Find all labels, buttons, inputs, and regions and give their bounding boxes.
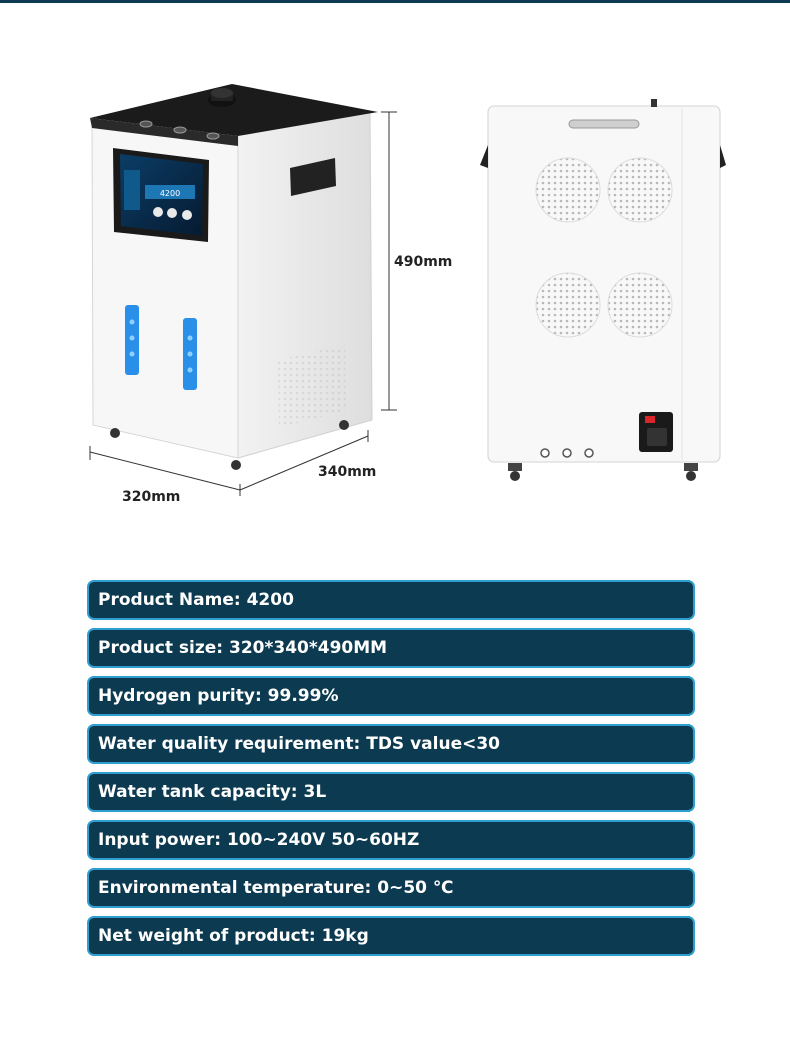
spec-value: 3L	[303, 782, 327, 802]
spec-value: 0~50 ℃	[377, 878, 454, 898]
spec-row-net-weight	[87, 916, 695, 956]
spec-row-water-quality	[87, 724, 695, 764]
fan-grille	[608, 273, 672, 337]
spec-label: Input power:	[98, 830, 222, 850]
spec-label: Water quality requirement:	[98, 734, 361, 754]
touch-screen	[113, 148, 209, 242]
spec-value: 99.99%	[267, 686, 339, 706]
machine-rear-view	[480, 99, 726, 481]
spec-label: Product Name:	[98, 590, 241, 610]
water-level-window-left	[125, 305, 139, 375]
machine-front-view	[90, 84, 397, 496]
spec-label: Hydrogen purity:	[98, 686, 262, 706]
spec-row-hydrogen-purity	[87, 676, 695, 716]
spec-row-environmental-temperature	[87, 868, 695, 908]
spec-label: Product size:	[98, 638, 224, 658]
height-dimension-label: 490mm	[394, 254, 453, 270]
spec-value: 100~240V 50~60HZ	[226, 830, 420, 850]
spec-row-product-name	[87, 580, 695, 620]
spec-value: 4200	[246, 590, 294, 610]
spec-value: 320*340*490MM	[229, 638, 388, 658]
fan-grille	[536, 273, 600, 337]
spec-row-product-size	[87, 628, 695, 668]
spec-value: 19kg	[321, 926, 369, 946]
fan-grille	[608, 158, 672, 222]
screen-value: 4200	[159, 189, 181, 198]
fan-grille	[536, 158, 600, 222]
depth-dimension-label: 340mm	[318, 464, 377, 480]
spec-label: Net weight of product:	[98, 926, 316, 946]
spec-label: Water tank capacity:	[98, 782, 298, 802]
width-dimension-label: 320mm	[122, 489, 181, 505]
spec-row-water-tank-capacity	[87, 772, 695, 812]
power-socket	[639, 412, 673, 452]
spec-list	[87, 580, 695, 964]
spec-value: TDS value<30	[366, 734, 501, 754]
spec-row-input-power	[87, 820, 695, 860]
spec-label: Environmental temperature:	[98, 878, 372, 898]
water-level-window-right	[183, 318, 197, 390]
